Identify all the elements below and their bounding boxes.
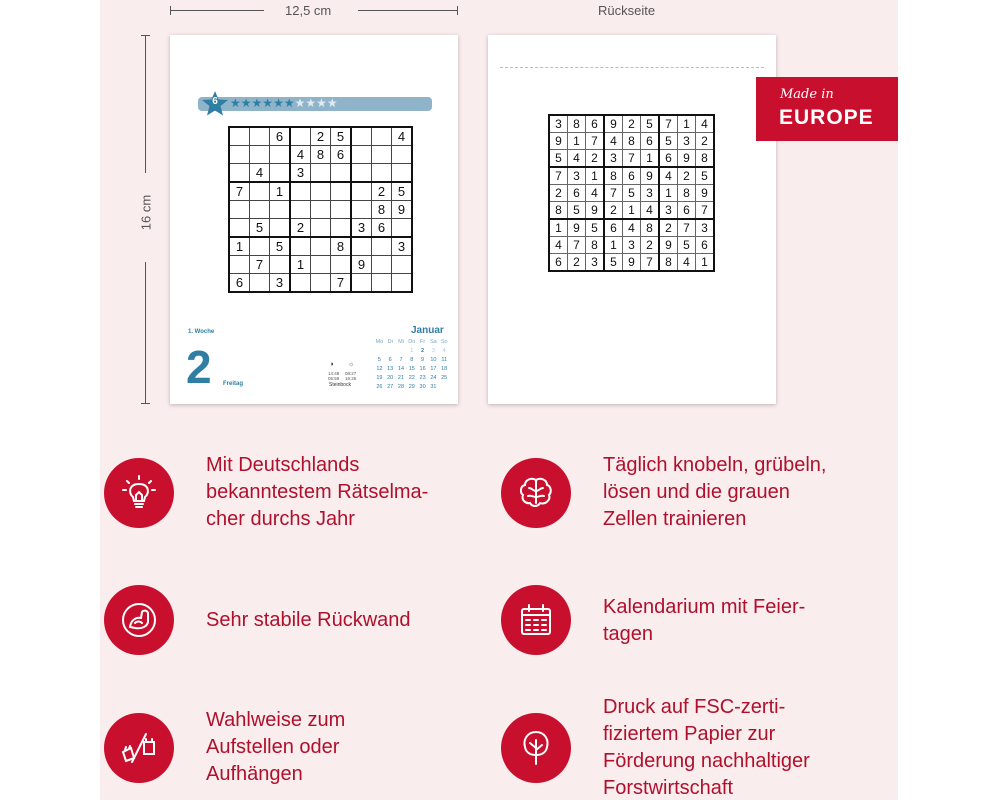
sudoku-cell [351, 182, 372, 201]
feature-line: Aufhängen [206, 763, 303, 785]
solution-cell: 4 [568, 150, 586, 168]
sudoku-cell: 8 [311, 146, 331, 164]
sudoku-cell: 4 [290, 146, 311, 164]
sudoku-cell [351, 146, 372, 164]
sudoku-row [549, 237, 714, 254]
calendar-day: 20 [387, 374, 394, 381]
star-empty-icon: ★ [326, 96, 338, 110]
weekday-header: Fr [419, 338, 426, 345]
calendar-day: 4 [442, 347, 446, 354]
solution-cell: 9 [604, 115, 623, 133]
solution-cell: 3 [678, 133, 696, 150]
calendar-day: 26 [376, 383, 383, 390]
solution-cell: 4 [604, 133, 623, 150]
solution-cell: 7 [623, 150, 641, 168]
solution-cell: 9 [659, 237, 678, 254]
sudoku-cell [392, 164, 413, 183]
sudoku-cell: 1 [270, 182, 291, 201]
feature-text-fsc-paper [603, 694, 810, 802]
lightbulb-icon [104, 458, 174, 528]
sudoku-cell: 2 [311, 127, 331, 146]
feature-line: Wahlweise zum [206, 709, 346, 731]
feature-text-riddle-maker [206, 452, 428, 533]
solution-cell: 9 [568, 219, 586, 237]
solution-cell: 8 [604, 167, 623, 185]
calendar-day: 13 [387, 365, 394, 372]
sudoku-cell [311, 219, 331, 238]
calendar-day: 10 [430, 356, 437, 363]
calendar-day [385, 346, 396, 355]
solution-cell: 1 [641, 150, 660, 168]
sudoku-cell [331, 182, 352, 201]
solution-cell: 2 [586, 150, 605, 168]
sudoku-cell: 6 [229, 274, 250, 293]
sudoku-cell [250, 274, 270, 293]
solution-cell: 1 [623, 202, 641, 220]
sun-moon-times [328, 371, 368, 381]
sudoku-cell [372, 237, 392, 256]
solution-cell: 5 [549, 150, 568, 168]
height-line-top [145, 35, 146, 173]
calendar-day: 1 [410, 347, 414, 354]
moon-rise-time: 14:48 [328, 371, 340, 376]
strong-arm-icon [104, 585, 174, 655]
solution-cell: 8 [568, 115, 586, 133]
solution-cell: 7 [586, 133, 605, 150]
sudoku-cell: 5 [250, 219, 270, 238]
solution-cell: 5 [586, 219, 605, 237]
width-label: 12,5 cm [285, 3, 332, 18]
sudoku-cell: 5 [331, 127, 352, 146]
solution-cell: 4 [623, 219, 641, 237]
sudoku-cell: 6 [331, 146, 352, 164]
sudoku-row [229, 127, 412, 146]
feature-line: tagen [603, 623, 654, 645]
calendar-day: 24 [430, 374, 437, 381]
sudoku-cell: 6 [372, 219, 392, 238]
height-label: 16 cm [138, 194, 154, 231]
calendar-day: 16 [419, 365, 426, 372]
solution-cell: 2 [623, 115, 641, 133]
sun-icon: ☼ [348, 361, 355, 368]
calendar-day: 15 [408, 365, 415, 372]
feature-line: Mit Deutschlands [206, 454, 360, 476]
sudoku-cell [351, 274, 372, 293]
sudoku-cell [250, 201, 270, 219]
weekday-header: So [440, 338, 448, 345]
solution-cell: 6 [678, 202, 696, 220]
star-filled-icon: ★ [262, 96, 274, 110]
solution-cell: 3 [586, 254, 605, 272]
solution-cell: 9 [678, 150, 696, 168]
weekday-header: Di [387, 338, 393, 345]
sun-set-time: 16:26 [345, 376, 357, 381]
calendar-day: 27 [387, 383, 394, 390]
solution-cell: 7 [659, 115, 678, 133]
solution-cell: 1 [696, 254, 715, 272]
solution-cell: 7 [604, 185, 623, 202]
calendar-day: 5 [377, 356, 381, 363]
sudoku-cell [372, 146, 392, 164]
sudoku-row [229, 182, 412, 201]
sudoku-cell [290, 201, 311, 219]
solution-cell: 3 [623, 237, 641, 254]
star-filled-icon: ★ [283, 96, 295, 110]
week-label: 1. Woche [188, 329, 215, 335]
sudoku-cell: 9 [351, 256, 372, 274]
sudoku-cell: 4 [250, 164, 270, 183]
feature-line: Aufstellen oder [206, 736, 340, 758]
sudoku-cell [229, 219, 250, 238]
sudoku-cell [270, 201, 291, 219]
calendar-day: 6 [388, 356, 392, 363]
solution-cell: 4 [641, 202, 660, 220]
solution-cell: 9 [696, 185, 715, 202]
solution-cell: 9 [623, 254, 641, 272]
sudoku-cell: 3 [392, 237, 413, 256]
sudoku-cell: 3 [270, 274, 291, 293]
star-filled-icon: ★ [240, 96, 252, 110]
solution-cell: 5 [623, 185, 641, 202]
calendar-day: 9 [421, 356, 425, 363]
solution-cell: 6 [641, 133, 660, 150]
solution-cell: 6 [696, 237, 715, 254]
sudoku-cell [392, 146, 413, 164]
sudoku-cell: 1 [290, 256, 311, 274]
sudoku-cell: 7 [331, 274, 352, 293]
stand-hang-icon [104, 713, 174, 783]
sudoku-cell [351, 164, 372, 183]
zodiac-sign: Steinbock [329, 382, 351, 388]
calendar-day [396, 346, 407, 355]
solution-cell: 5 [604, 254, 623, 272]
difficulty-number: 6 [212, 96, 218, 107]
feature-text-sturdy-back [206, 607, 411, 634]
solution-cell: 7 [678, 219, 696, 237]
calendar-day: 3 [431, 347, 435, 354]
calendar-day: 29 [408, 383, 415, 390]
calendar-day: 22 [408, 374, 415, 381]
sudoku-cell [311, 256, 331, 274]
sudoku-cell: 2 [372, 182, 392, 201]
star-filled-icon: ★ [251, 96, 263, 110]
sudoku-cell [229, 146, 250, 164]
height-line-bottom [145, 262, 146, 404]
calendar-day: 2 [421, 347, 425, 354]
sudoku-cell [311, 182, 331, 201]
solution-cell: 8 [641, 219, 660, 237]
sudoku-cell [311, 274, 331, 293]
calendar-day: 30 [419, 383, 426, 390]
weekday-header: Mi [398, 338, 404, 345]
star-empty-icon: ★ [294, 96, 306, 110]
badge-made-in: Made in [780, 87, 834, 102]
sudoku-cell [290, 127, 311, 146]
sudoku-cell [229, 127, 250, 146]
solution-cell: 6 [586, 115, 605, 133]
sudoku-cell: 4 [392, 127, 413, 146]
solution-cell: 6 [568, 185, 586, 202]
feature-line: Täglich knobeln, grübeln, [603, 454, 827, 476]
sudoku-cell: 8 [331, 237, 352, 256]
solution-cell: 6 [604, 219, 623, 237]
calendar-day: 11 [441, 356, 448, 363]
solution-cell: 9 [549, 133, 568, 150]
feature-line: Zellen trainieren [603, 508, 747, 530]
width-tick-right [457, 6, 458, 15]
solution-cell: 4 [586, 185, 605, 202]
sudoku-row [549, 167, 714, 185]
sudoku-puzzle [228, 126, 413, 293]
feature-text-daily-puzzle [603, 452, 826, 533]
height-tick-bottom [141, 403, 150, 404]
calendar-day: 19 [376, 374, 383, 381]
sudoku-cell [331, 164, 352, 183]
sudoku-cell [250, 146, 270, 164]
solution-cell: 3 [568, 167, 586, 185]
calendar-day: 21 [397, 374, 405, 381]
day-number: 2 [186, 341, 212, 393]
sudoku-cell [372, 256, 392, 274]
feature-line: lösen und die grauen [603, 481, 790, 503]
difficulty-stars [230, 96, 338, 110]
sudoku-cell: 9 [392, 201, 413, 219]
sudoku-row [229, 256, 412, 274]
day-name: Freitag [223, 381, 244, 387]
sudoku-row [229, 146, 412, 164]
sudoku-cell [229, 164, 250, 183]
sudoku-cell [290, 274, 311, 293]
solution-cell: 5 [568, 202, 586, 220]
sudoku-row [549, 133, 714, 150]
solution-cell: 3 [604, 150, 623, 168]
sudoku-cell [270, 146, 291, 164]
solution-cell: 8 [659, 254, 678, 272]
weekday-header: Do [408, 338, 416, 345]
sudoku-row [549, 254, 714, 272]
sudoku-solution [548, 114, 715, 272]
feature-text-holidays [603, 594, 805, 648]
sudoku-cell: 7 [229, 182, 250, 201]
sudoku-cell [392, 274, 413, 293]
solution-cell: 2 [641, 237, 660, 254]
moon-set-time: 05:59 [328, 376, 340, 381]
weekday-header: Sa [430, 338, 437, 345]
solution-cell: 8 [586, 237, 605, 254]
solution-cell: 5 [641, 115, 660, 133]
solution-cell: 6 [549, 254, 568, 272]
feature-line: fiziertem Papier zur [603, 723, 776, 745]
solution-cell: 6 [623, 167, 641, 185]
feature-line: Druck auf FSC-zerti- [603, 696, 786, 718]
sudoku-cell: 5 [392, 182, 413, 201]
calendar-day: 7 [399, 356, 403, 363]
sudoku-row [549, 185, 714, 202]
solution-cell: 6 [659, 150, 678, 168]
sudoku-row [549, 150, 714, 168]
solution-cell: 3 [659, 202, 678, 220]
feature-line: Forstwirtschaft [603, 777, 734, 799]
feature-line: Kalendarium mit Feier- [603, 596, 806, 618]
calendar-day: 31 [430, 383, 437, 390]
sudoku-cell: 1 [229, 237, 250, 256]
sudoku-cell [229, 201, 250, 219]
feature-line: bekanntestem Rätselma- [206, 481, 429, 503]
solution-cell: 7 [641, 254, 660, 272]
solution-cell: 1 [549, 219, 568, 237]
sudoku-cell [250, 182, 270, 201]
calendar-front-page [170, 35, 458, 404]
calendar-icon [501, 585, 571, 655]
calendar-day [374, 346, 385, 355]
solution-cell: 4 [659, 167, 678, 185]
sudoku-cell [290, 182, 311, 201]
sudoku-cell [351, 201, 372, 219]
solution-cell: 4 [678, 254, 696, 272]
solution-cell: 2 [549, 185, 568, 202]
sudoku-cell: 3 [351, 219, 372, 238]
solution-cell: 2 [659, 219, 678, 237]
sudoku-cell [372, 127, 392, 146]
sudoku-row [229, 219, 412, 238]
calendar-day: 14 [397, 365, 405, 372]
solution-cell: 1 [604, 237, 623, 254]
solution-cell: 3 [641, 185, 660, 202]
solution-cell: 8 [696, 150, 715, 168]
solution-cell: 1 [678, 115, 696, 133]
sudoku-cell [270, 164, 291, 183]
mini-calendar [374, 337, 450, 391]
sudoku-cell [290, 237, 311, 256]
moon-icon: ◗ [330, 361, 335, 368]
feature-line: cher durchs Jahr [206, 508, 355, 530]
calendar-day [439, 382, 450, 391]
calendar-day: 23 [419, 374, 426, 381]
solution-cell: 3 [696, 219, 715, 237]
width-line-left [170, 10, 264, 11]
sudoku-cell [372, 274, 392, 293]
sudoku-cell [351, 237, 372, 256]
badge-europe: EUROPE [779, 106, 874, 129]
star-filled-icon: ★ [273, 96, 284, 110]
sudoku-cell [311, 237, 331, 256]
sudoku-cell [250, 127, 270, 146]
calendar-day: 12 [376, 365, 383, 372]
star-empty-icon: ★ [305, 96, 317, 110]
solution-cell: 7 [549, 167, 568, 185]
solution-cell: 7 [568, 237, 586, 254]
solution-cell: 3 [549, 115, 568, 133]
sudoku-row [229, 201, 412, 219]
sudoku-cell: 7 [250, 256, 270, 274]
solution-cell: 1 [586, 167, 605, 185]
sun-rise-time: 08:27 [345, 371, 357, 376]
brain-icon [501, 458, 571, 528]
calendar-day: 17 [430, 365, 437, 372]
sudoku-cell: 5 [270, 237, 291, 256]
sudoku-row [549, 115, 714, 133]
solution-cell: 2 [678, 167, 696, 185]
sudoku-cell [311, 201, 331, 219]
solution-cell: 5 [659, 133, 678, 150]
sudoku-cell: 3 [290, 164, 311, 183]
sudoku-cell [392, 219, 413, 238]
month-title: Januar [411, 325, 444, 336]
calendar-day: 25 [441, 374, 448, 381]
sudoku-row [229, 274, 412, 293]
sudoku-row [229, 164, 412, 183]
star-filled-icon: ★ [230, 96, 241, 110]
back-side-label: Rückseite [598, 3, 656, 18]
sudoku-cell [331, 219, 352, 238]
solution-cell: 8 [549, 202, 568, 220]
sudoku-cell [331, 256, 352, 274]
calendar-back-page [488, 35, 776, 404]
sudoku-cell [372, 164, 392, 183]
solution-cell: 5 [696, 167, 715, 185]
sudoku-cell [270, 256, 291, 274]
solution-cell: 1 [659, 185, 678, 202]
feature-line: Sehr stabile Rückwand [206, 609, 411, 631]
sudoku-cell [229, 256, 250, 274]
calendar-day: 8 [410, 356, 414, 363]
sudoku-cell [392, 256, 413, 274]
sudoku-cell: 8 [372, 201, 392, 219]
solution-cell: 1 [568, 133, 586, 150]
made-in-europe-badge [756, 77, 898, 141]
sudoku-cell: 6 [270, 127, 291, 146]
solution-cell: 4 [696, 115, 715, 133]
solution-cell: 8 [623, 133, 641, 150]
sudoku-cell [270, 219, 291, 238]
sudoku-cell [250, 237, 270, 256]
solution-cell: 7 [696, 202, 715, 220]
solution-cell: 2 [604, 202, 623, 220]
sudoku-cell: 2 [290, 219, 311, 238]
feature-line: Förderung nachhaltiger [603, 750, 810, 772]
solution-cell: 8 [678, 185, 696, 202]
sudoku-row [549, 202, 714, 220]
weekday-header: Mo [375, 338, 384, 345]
width-line-right [358, 10, 458, 11]
solution-cell: 2 [696, 133, 715, 150]
tree-icon [501, 713, 571, 783]
sudoku-row [549, 219, 714, 237]
solution-cell: 2 [568, 254, 586, 272]
star-empty-icon: ★ [316, 96, 327, 110]
solution-cell: 9 [641, 167, 660, 185]
sudoku-cell [311, 164, 331, 183]
sudoku-row [229, 237, 412, 256]
sudoku-cell [351, 127, 372, 146]
feature-text-stand-hang [206, 707, 345, 788]
calendar-day: 28 [397, 383, 405, 390]
solution-cell: 5 [678, 237, 696, 254]
perforation-line [500, 67, 764, 68]
sudoku-cell [331, 201, 352, 219]
solution-cell: 4 [549, 237, 568, 254]
solution-cell: 9 [586, 202, 605, 220]
calendar-day: 18 [441, 365, 448, 372]
